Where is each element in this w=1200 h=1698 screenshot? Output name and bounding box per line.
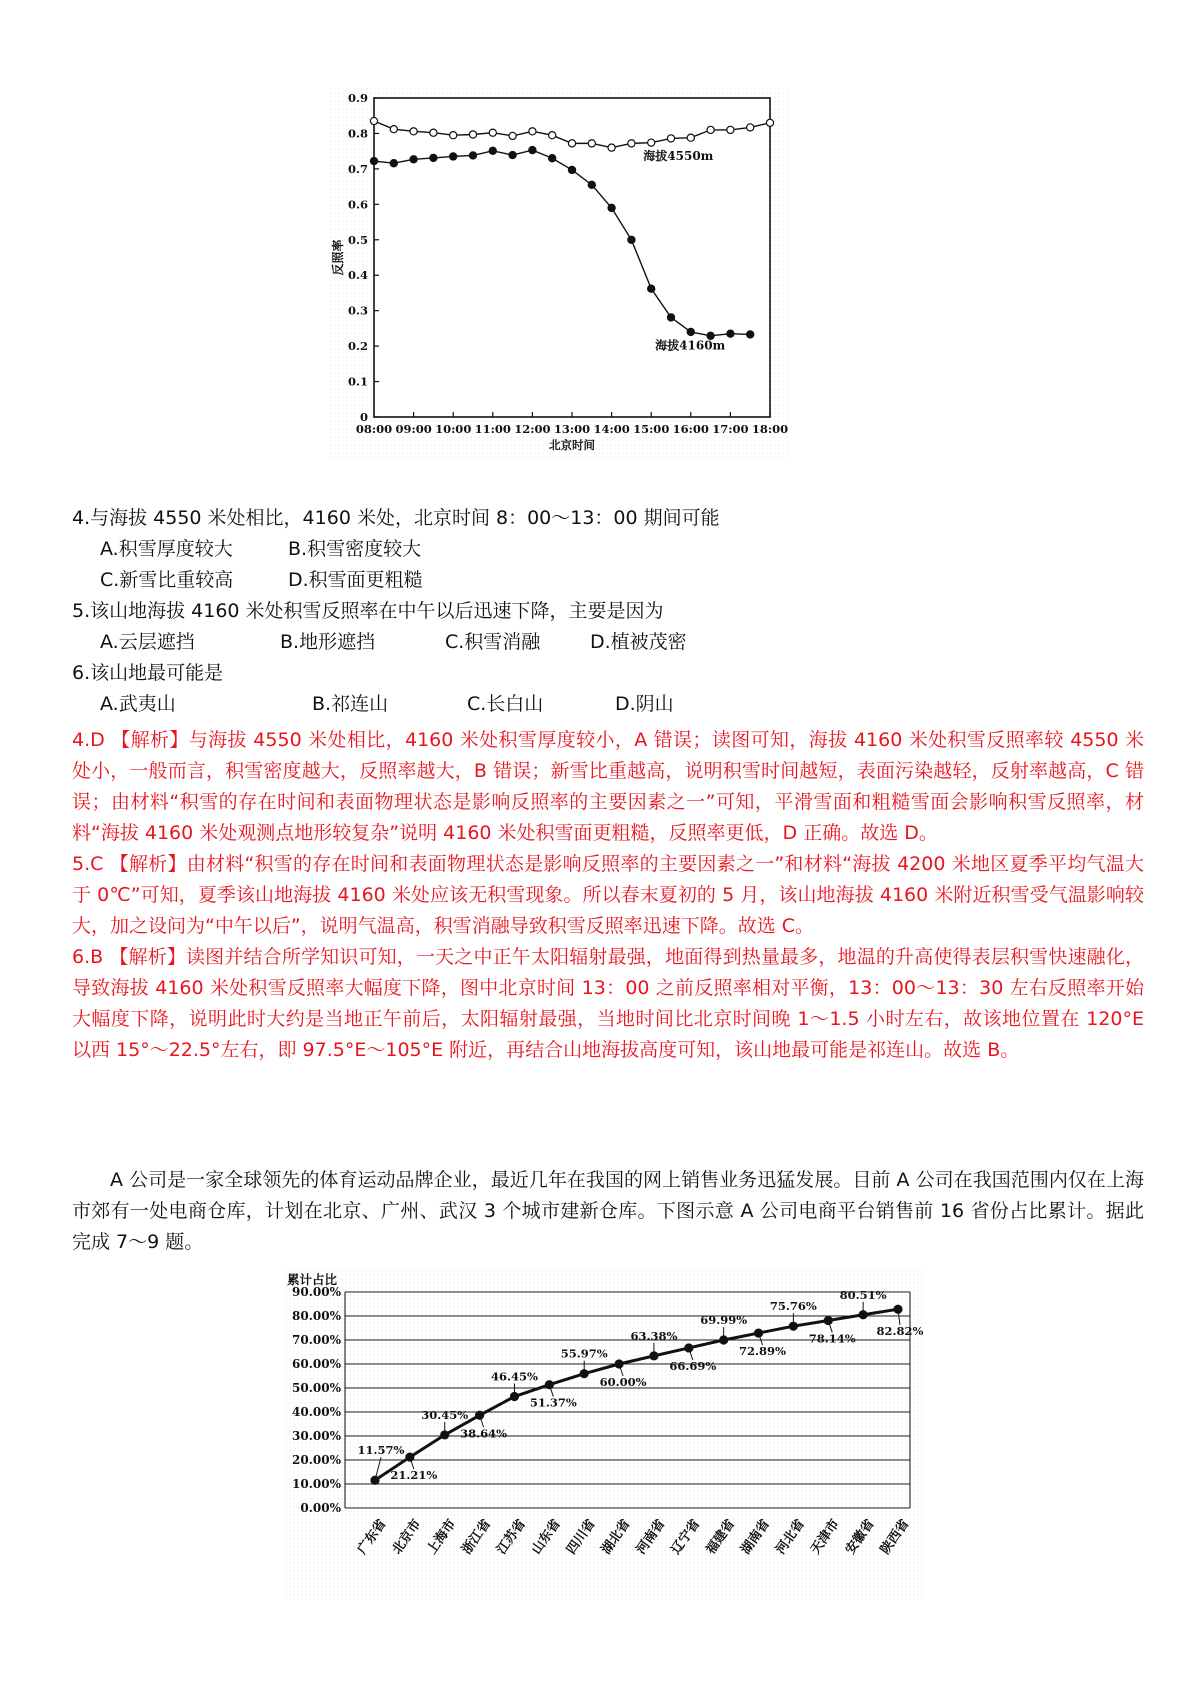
data-label: 38.64% [460, 1426, 508, 1441]
y-tick-label: 90.00% [292, 1285, 341, 1299]
data-label: 51.37% [529, 1395, 577, 1410]
data-point [727, 126, 734, 133]
x-axis-label: 北京时间 [549, 438, 595, 452]
data-point [529, 128, 536, 135]
data-point [608, 144, 615, 151]
y-tick-label: 0.8 [347, 126, 368, 141]
data-point [608, 204, 615, 211]
x-tick-label: 15:00 [633, 422, 670, 436]
data-point [390, 160, 397, 167]
data-point [588, 140, 595, 147]
data-point [430, 154, 437, 161]
option: C.积雪消融 [445, 631, 541, 653]
cumulative-share-chart [285, 1270, 925, 1600]
data-label: 63.38% [630, 1328, 678, 1343]
question-list [72, 503, 1147, 720]
chart-title: 累计占比 [287, 1272, 338, 1287]
data-label: 66.69% [669, 1358, 717, 1373]
data-point [370, 117, 377, 124]
x-tick-label: 14:00 [593, 422, 630, 436]
data-point [628, 140, 635, 147]
data-point [370, 157, 377, 164]
x-tick-label: 浙江省 [459, 1516, 495, 1558]
option-row [72, 627, 1147, 658]
data-point [469, 131, 476, 138]
data-point [747, 124, 754, 131]
answer-paragraph: 4.D 【解析】与海拔 4550 米处相比，4160 米处积雪厚度较小，A 错误；读图可知，海拔 4160 米处积雪反照率较 4550 米处小，一般而言，积雪密度越大，反照率越大，B 错误；新雪比重越高，说明积雪时间越短，表面污染越轻，反射率越高，C 错误；由材料“积雪的存在时间和表面物理状态是影响反照率的主要因素之一”可知，平滑雪面和粗糙雪面会影响积雪反照率，材料“海拔 4160 米处观测点地形较复杂”说明 4160 米处积雪面更粗糙，反照率更低，D 正确。故选 D。 [72, 729, 1144, 844]
data-point [568, 166, 575, 173]
question-stem: 6.该山地最可能是 [72, 662, 224, 684]
data-point [684, 1343, 693, 1352]
albedo-chart [330, 88, 790, 460]
data-point [648, 285, 655, 292]
data-point [410, 128, 417, 135]
option: C.长白山 [467, 693, 544, 715]
question-stem: 4.与海拔 4550 米处相比，4160 米处，北京时间 8：00～13：00 期间可能 [72, 507, 720, 529]
data-point [509, 151, 516, 158]
x-tick-label: 山东省 [529, 1516, 564, 1558]
y-tick-label: 20.00% [292, 1453, 341, 1467]
x-tick-label: 09:00 [395, 422, 432, 436]
question-stem: 5.该山地海拔 4160 米处积雪反照率在中午以后迅速下降，主要是因为 [72, 600, 664, 622]
data-label: 82.82% [876, 1324, 924, 1339]
data-label: 55.97% [560, 1346, 608, 1361]
y-tick-label: 60.00% [292, 1357, 341, 1371]
option: A.云层遮挡 [100, 631, 195, 653]
data-point [687, 134, 694, 141]
data-point [529, 147, 536, 154]
cumulative-share-chart-svg [285, 1270, 925, 1600]
series-label-4550: 海拔4550m [643, 149, 714, 164]
answer-analysis [72, 725, 1144, 1066]
data-label: 78.14% [808, 1331, 856, 1346]
data-point [489, 129, 496, 136]
x-tick-label: 广东省 [354, 1516, 390, 1558]
x-tick-label: 湖北省 [598, 1516, 634, 1558]
y-tick-label: 70.00% [292, 1333, 341, 1347]
y-tick-label: 0 [359, 410, 368, 424]
data-point [549, 132, 556, 139]
x-tick-label: 上海市 [424, 1516, 460, 1558]
data-point [509, 132, 516, 139]
x-tick-label: 湖南省 [738, 1516, 774, 1558]
data-label: 75.76% [769, 1299, 817, 1314]
option: B.祁连山 [312, 693, 389, 715]
data-label: 11.57% [357, 1443, 405, 1458]
data-point [489, 147, 496, 154]
data-label: 21.21% [390, 1468, 438, 1483]
y-tick-label: 40.00% [292, 1405, 341, 1419]
y-tick-label: 0.9 [347, 91, 368, 105]
option-row [72, 565, 1147, 596]
option-row [72, 534, 1147, 565]
data-point [450, 153, 457, 160]
y-tick-label: 0.7 [347, 161, 368, 176]
y-tick-label: 0.1 [347, 374, 368, 389]
y-axis-label: 反照率 [331, 239, 345, 276]
option: D.植被茂密 [590, 631, 687, 653]
option: A.武夷山 [100, 693, 176, 715]
series-label-4160: 海拔4160m [655, 338, 726, 353]
data-point [628, 236, 635, 243]
x-tick-label: 16:00 [672, 422, 709, 436]
x-tick-label: 北京市 [389, 1516, 425, 1558]
data-label: 46.45% [490, 1369, 538, 1384]
option-row [72, 689, 1147, 720]
intro-text: A 公司是一家全球领先的体育运动品牌企业，最近几年在我国的网上销售业务迅猛发展。目前 A 公司在我国范围内仅在上海市郊有一处电商仓库，计划在北京、广州、武汉 3 个城市建新仓库。下图示意 A 公司电商平台销售前 16 省份占比累计。据此完成 7～9 题。 [72, 1169, 1144, 1253]
answer-paragraph: 6.B 【解析】读图并结合所学知识可知，一天之中正午太阳辐射最强，地面得到热量最多，地温的升高使得表层积雪快速融化，导致海拔 4160 米处积雪反照率大幅度下降，图中北京时间 13：00 之前反照率相对平衡，13：00～13：30 左右反照率开始大幅度下降，说明此时大约是当地正午前后，太阳辐射最强，当地时间比北京时间晚 1～1.5 小时左右，故该地位置在 120°E 以西 15°～22.5°左右，即 97.5°E～105°E 附近，再结合山地海拔高度可知，该山地最可能是祁连山。故选 B。 [72, 946, 1144, 1061]
option: D.积雪面更粗糙 [288, 569, 423, 591]
data-point [648, 139, 655, 146]
data-label: 80.51% [839, 1287, 887, 1302]
x-tick-label: 辽宁省 [668, 1516, 704, 1558]
x-tick-label: 四川省 [564, 1516, 599, 1558]
y-tick-label: 0.6 [347, 197, 368, 212]
intro-passage [72, 1165, 1144, 1258]
data-point [747, 331, 754, 338]
data-point [390, 126, 397, 133]
data-point [667, 135, 674, 142]
x-tick-label: 11:00 [474, 422, 511, 436]
x-tick-label: 河北省 [773, 1516, 808, 1558]
data-point [469, 152, 476, 159]
y-tick-label: 0.00% [300, 1501, 341, 1515]
x-tick-label: 18:00 [751, 422, 789, 436]
albedo-chart-svg [330, 88, 790, 460]
data-point [549, 155, 556, 162]
x-tick-label: 12:00 [514, 422, 551, 436]
data-point [667, 314, 674, 321]
data-label: 60.00% [599, 1375, 647, 1389]
data-point [405, 1452, 414, 1461]
data-point [568, 140, 575, 147]
y-tick-label: 0.2 [347, 339, 368, 354]
data-label: 72.89% [739, 1344, 787, 1359]
y-tick-label: 30.00% [292, 1429, 341, 1443]
data-point [588, 181, 595, 188]
data-point [430, 129, 437, 136]
y-tick-label: 0.3 [347, 303, 368, 318]
option: B.地形遮挡 [280, 631, 376, 653]
data-point [450, 132, 457, 139]
x-tick-label: 17:00 [712, 422, 749, 436]
y-tick-label: 0.5 [347, 232, 368, 247]
x-tick-label: 13:00 [553, 422, 591, 436]
data-point [614, 1359, 623, 1368]
data-point [687, 328, 694, 335]
x-tick-label: 天津市 [808, 1516, 843, 1558]
data-label: 30.45% [421, 1407, 469, 1422]
x-tick-label: 江苏省 [494, 1516, 529, 1558]
data-point [754, 1328, 763, 1337]
y-tick-label: 80.00% [292, 1309, 341, 1323]
option: B.积雪密度较大 [288, 538, 422, 560]
option: C.新雪比重较高 [100, 569, 234, 591]
option: A.积雪厚度较大 [100, 538, 233, 560]
y-tick-label: 10.00% [292, 1477, 341, 1491]
x-tick-label: 河南省 [633, 1516, 669, 1558]
data-label: 69.99% [700, 1313, 748, 1328]
data-point [727, 330, 734, 337]
y-tick-label: 50.00% [292, 1381, 341, 1395]
data-point [707, 126, 714, 133]
x-tick-label: 安徽省 [842, 1516, 878, 1558]
x-tick-label: 10:00 [435, 422, 472, 436]
y-tick-label: 0.4 [347, 268, 368, 283]
answer-paragraph: 5.C 【解析】由材料“积雪的存在时间和表面物理状态是影响反照率的主要因素之一”和材料“海拔 4200 米地区夏季平均气温大于 0℃”可知，夏季该山地海拔 4160 米处应该无积雪现象。所以春末夏初的 5 月，该山地海拔 4160 米附近积雪受气温影响较大，加之设问为“中午以后”，说明气温高，积雪消融导致积雪反照率迅速下降。故选 C。 [72, 853, 1144, 937]
option: D.阴山 [615, 693, 674, 715]
data-point [410, 156, 417, 163]
x-tick-label: 陕西省 [877, 1516, 913, 1558]
x-tick-label: 福建省 [703, 1516, 739, 1558]
x-tick-label: 08:00 [355, 422, 393, 436]
data-point [766, 119, 773, 126]
